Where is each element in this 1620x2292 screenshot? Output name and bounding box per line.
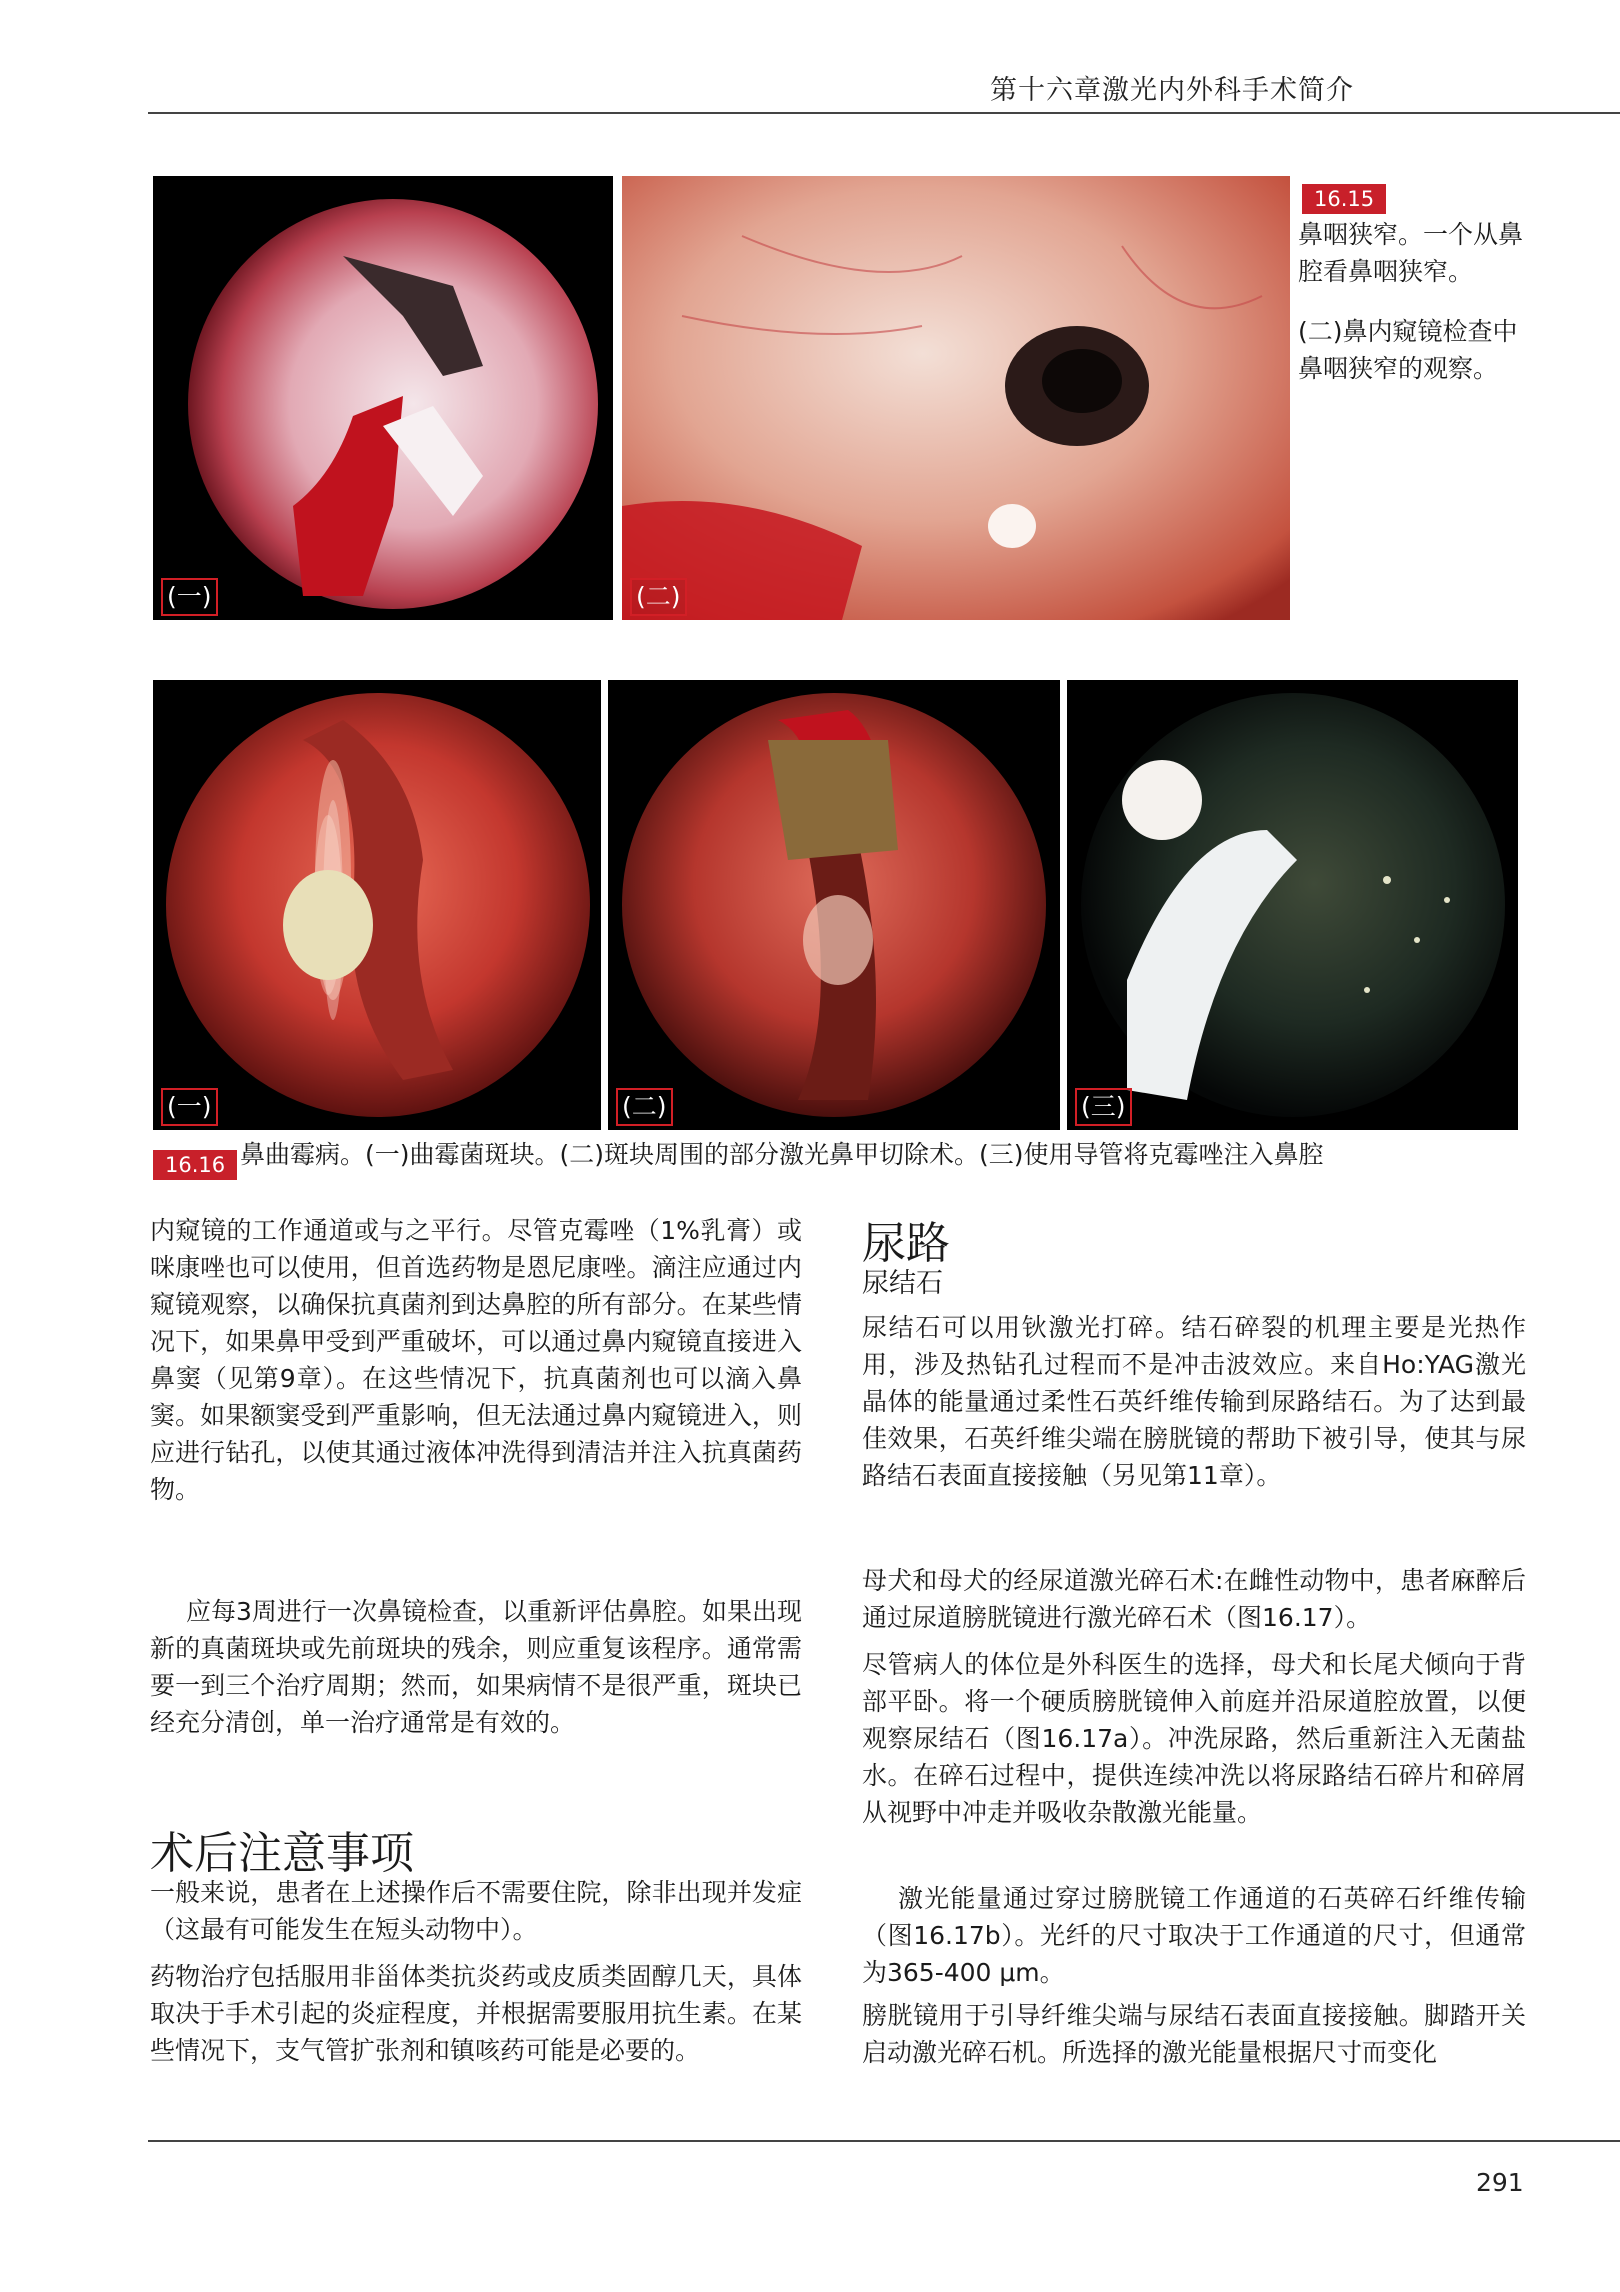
- figure-16-16-panel-2: [608, 680, 1060, 1130]
- figure-16-16-panel-3-label: (三): [1075, 1088, 1132, 1126]
- left-column-para-4: [150, 1958, 802, 2069]
- figure-16-15-caption-1: 鼻咽狭窄。一个从鼻腔看鼻咽狭窄。: [1298, 220, 1524, 286]
- right-column-para-2: [862, 1562, 1526, 1636]
- subsection-heading-uroliths: 尿结石: [862, 1268, 943, 1299]
- figure-16-15-panel-1-label: (一): [161, 578, 218, 616]
- figure-16-15-tag: 16.15: [1302, 184, 1386, 214]
- section-heading-postop: 术后注意事项: [150, 1828, 414, 1879]
- left-column-para-2: [150, 1593, 802, 1741]
- figure-16-15-panel-2: [622, 176, 1290, 620]
- left-column-para-4-text: 药物治疗包括服用非甾体类抗炎药或皮质类固醇几天，具体取决于手术引起的炎症程度，并根据需要服用抗生素。在某些情况下，支气管扩张剂和镇咳药可能是必要的。: [150, 1962, 802, 2065]
- endoscope-image-plaque: [153, 680, 601, 1130]
- left-column-para-1-text: 内窥镜的工作通道或与之平行。尽管克霉唑（1%乳膏）或咪康唑也可以使用，但首选药物是恩尼康唑。滴注应通过内窥镜观察，以确保抗真菌剂到达鼻腔的所有部分。在某些情况下，如果鼻甲受到严重破坏，可以通过鼻内窥镜直接进入鼻窦（见第9章）。在这些情况下，抗真菌剂也可以滴入鼻窦。如果额窦受到严重影响，但无法通过鼻内窥镜进入，则应进行钻孔，以使其通过液体冲洗得到清洁并注入抗真菌药物。: [150, 1216, 802, 1504]
- header-rule: [148, 112, 1620, 114]
- left-column-para-3-text: 一般来说，患者在上述操作后不需要住院，除非出现并发症（这最有可能发生在短头动物中）。: [150, 1878, 802, 1944]
- right-column-para-4: [862, 1880, 1526, 1991]
- left-column-para-2-text: 应每3周进行一次鼻镜检查，以重新评估鼻腔。如果出现新的真菌斑块或先前斑块的残余，则应重复该程序。通常需要一到三个治疗周期；然而，如果病情不是很严重，斑块已经充分清创，单一治疗通常是有效的。: [150, 1597, 802, 1737]
- right-column-para-1: [862, 1309, 1526, 1494]
- left-column-para-3: [150, 1874, 802, 1948]
- figure-16-15-caption-2: (二)鼻内窥镜检查中鼻咽狭窄的观察。: [1298, 317, 1518, 383]
- right-column-para-2-text: 母犬和母犬的经尿道激光碎石术:在雌性动物中，患者麻醉后通过尿道膀胱镜进行激光碎石术（图16.17）。: [862, 1566, 1526, 1632]
- figure-16-15-panel-1: [153, 176, 613, 620]
- right-column-para-5-text: 膀胱镜用于引导纤维尖端与尿结石表面直接接触。脚踏开关启动激光碎石机。所选择的激光能量根据尺寸而变化: [862, 2001, 1526, 2067]
- page-number: 291: [1476, 2168, 1524, 2197]
- endoscope-image-stenosis: [622, 176, 1290, 620]
- figure-16-16-panel-1: [153, 680, 601, 1130]
- endoscope-image-catheter: [1067, 680, 1518, 1130]
- figure-16-16-caption: 鼻曲霉病。(一)曲霉菌斑块。(二)斑块周围的部分激光鼻甲切除术。(三)使用导管将克霉唑注入鼻腔: [240, 1140, 1324, 1169]
- chapter-title: 第十六章激光内外科手术简介: [990, 75, 1354, 106]
- right-column-para-5: [862, 1997, 1526, 2071]
- section-heading-urinary: 尿路: [862, 1218, 950, 1269]
- figure-16-16-panel-1-label: (一): [161, 1088, 218, 1126]
- figure-16-15-panel-2-label: (二): [630, 578, 687, 616]
- right-column-para-3: [862, 1646, 1526, 1831]
- endoscope-image-turbinectomy: [608, 680, 1060, 1130]
- figure-16-16-panel-2-label: (二): [616, 1088, 673, 1126]
- right-column-para-1-text: 尿结石可以用钬激光打碎。结石碎裂的机理主要是光热作用，涉及热钻孔过程而不是冲击波效应。来自Ho:YAG激光晶体的能量通过柔性石英纤维传输到尿路结石。为了达到最佳效果，石英纤维尖端在膀胱镜的帮助下被引导，使其与尿路结石表面直接接触（另见第11章）。: [862, 1313, 1526, 1490]
- footer-rule: [148, 2140, 1620, 2142]
- endoscope-image-nasal: [153, 176, 613, 620]
- figure-16-16-panel-3: [1067, 680, 1518, 1130]
- figure-16-16-tag: 16.16: [153, 1150, 237, 1180]
- right-column-para-4-text: 激光能量通过穿过膀胱镜工作通道的石英碎石纤维传输（图16.17b）。光纤的尺寸取决于工作通道的尺寸，但通常为365-400 μm。: [862, 1884, 1526, 1987]
- left-column-para-1: [150, 1212, 802, 1508]
- right-column-para-3-text: 尽管病人的体位是外科医生的选择，母犬和长尾犬倾向于背部平卧。将一个硬质膀胱镜伸入前庭并沿尿道腔放置，以便观察尿结石（图16.17a）。冲洗尿路，然后重新注入无菌盐水。在碎石过程中，提供连续冲洗以将尿路结石碎片和碎屑从视野中冲走并吸收杂散激光能量。: [862, 1650, 1526, 1827]
